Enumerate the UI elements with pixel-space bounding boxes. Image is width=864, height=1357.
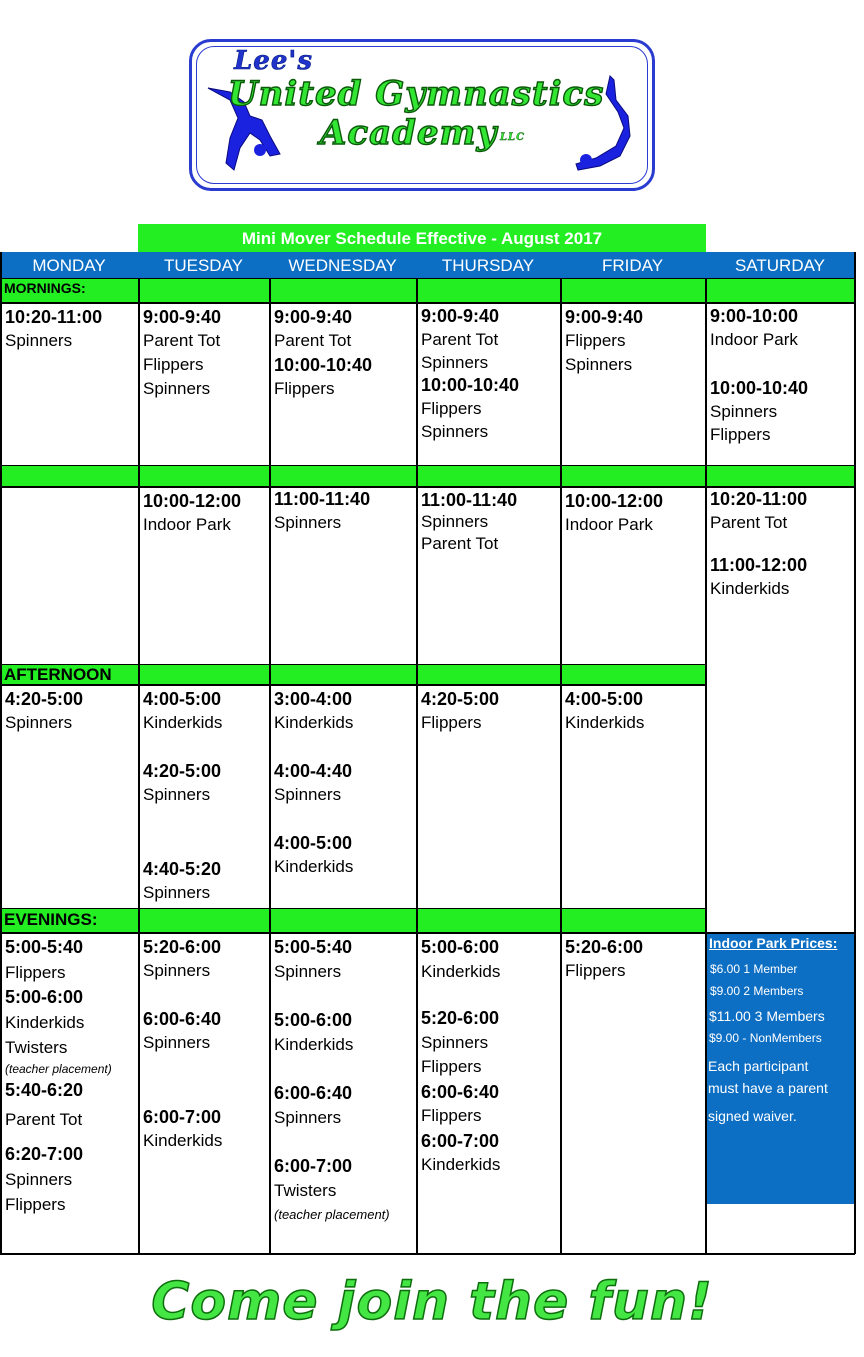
- waiver-note-1: Each participant: [708, 1058, 809, 1074]
- prices-title: Indoor Park Prices:: [709, 935, 838, 951]
- grid-line: [0, 684, 706, 686]
- class-name: Parent Tot: [710, 513, 788, 532]
- fri-late-morning-cell: [565, 489, 663, 537]
- time-slot: 9:00-9:40: [143, 307, 222, 327]
- class-name: Kinderkids: [274, 713, 354, 732]
- grid-line: [416, 278, 418, 1254]
- class-name: Twisters: [5, 1038, 68, 1057]
- price-1-member: $6.00 1 Member: [710, 962, 798, 976]
- logo-line-1: United Gymnastics: [228, 74, 605, 114]
- time-slot: 5:20-6:00: [565, 937, 644, 957]
- time-slot: 4:00-5:00: [565, 689, 644, 709]
- logo-line-2: Academy: [320, 113, 498, 153]
- time-slot: 11:00-12:00: [710, 555, 808, 575]
- class-name: Flippers: [565, 961, 626, 980]
- thu-morning-cell: [421, 305, 519, 443]
- grid-line: [705, 278, 707, 1254]
- class-name: Flippers: [274, 379, 335, 398]
- schedule-title: Mini Mover Schedule Effective - August 2017: [138, 224, 706, 252]
- fri-evening-cell: [565, 935, 643, 983]
- day-header-thursday: THURSDAY: [416, 252, 560, 278]
- evenings-label: EVENINGS:: [4, 910, 98, 929]
- waiver-note-3: signed waiver.: [708, 1108, 797, 1124]
- class-name: Flippers: [421, 1057, 482, 1076]
- placement-note: (teacher placement): [5, 1062, 112, 1076]
- time-slot: 9:00-9:40: [421, 306, 500, 326]
- class-name: Indoor Park: [565, 515, 653, 534]
- class-name: Parent Tot: [143, 331, 221, 350]
- class-name: Spinners: [143, 961, 211, 980]
- grid-line: [138, 278, 140, 1254]
- grid-line: [560, 278, 562, 1254]
- time-slot: 6:00-6:40: [421, 1081, 500, 1102]
- class-name: Spinners: [274, 1107, 342, 1127]
- class-name: Spinners: [143, 1033, 211, 1052]
- mid-morning-band: [0, 465, 855, 487]
- class-name: Spinners: [5, 713, 73, 732]
- time-slot: 4:20-5:00: [143, 761, 222, 781]
- time-slot: 11:00-11:40: [274, 489, 371, 509]
- class-name: Kinderkids: [565, 713, 645, 732]
- time-slot: 10:00-12:00: [143, 491, 242, 511]
- thu-late-morning-cell: [421, 489, 517, 555]
- grid-line: [269, 278, 271, 1254]
- wed-late-morning-cell: [274, 487, 370, 535]
- class-name: Kinderkids: [421, 961, 501, 981]
- time-slot: 10:20-11:00: [5, 307, 103, 327]
- tue-evening-cell: [143, 935, 222, 1153]
- class-name: Flippers: [421, 713, 482, 732]
- tue-late-morning-cell: [143, 489, 241, 537]
- time-slot: 5:00-6:00: [421, 937, 500, 957]
- mornings-band: [0, 278, 855, 303]
- time-slot: 4:00-4:40: [274, 761, 353, 781]
- class-name: Flippers: [565, 331, 626, 350]
- time-slot: 5:00-5:40: [274, 937, 353, 957]
- time-slot: 9:00-9:40: [565, 307, 644, 327]
- class-name: Spinners: [5, 1170, 73, 1189]
- class-name: Kinderkids: [143, 713, 223, 732]
- class-name: Indoor Park: [710, 330, 798, 349]
- logo-lees: Lee's: [234, 46, 313, 76]
- tue-afternoon-cell: [143, 687, 222, 905]
- time-slot: 10:00-10:40: [421, 375, 520, 395]
- class-name: Twisters: [274, 1180, 337, 1200]
- day-header-monday: MONDAY: [0, 252, 138, 278]
- class-name: Kinderkids: [421, 1155, 501, 1174]
- waiver-note-2: must have a parent: [708, 1080, 828, 1096]
- footer-slogan: Come join the fun!: [151, 1272, 713, 1332]
- price-3-members: $11.00 3 Members: [709, 1008, 825, 1024]
- time-slot: 5:20-6:00: [421, 1008, 500, 1028]
- class-name: Parent Tot: [421, 534, 499, 553]
- placement-note: (teacher placement): [274, 1207, 390, 1222]
- class-name: Spinners: [274, 961, 342, 981]
- time-slot: 11:00-11:40: [421, 490, 518, 510]
- class-name: Kinderkids: [5, 1013, 85, 1032]
- class-name: Spinners: [143, 785, 211, 804]
- tue-morning-cell: [143, 305, 221, 401]
- mon-afternoon-cell: [5, 687, 83, 735]
- class-name: Kinderkids: [143, 1131, 223, 1150]
- class-name: Spinners: [5, 331, 73, 350]
- class-name: Parent Tot: [5, 1110, 83, 1129]
- time-slot: 5:00-6:00: [5, 987, 84, 1007]
- wed-evening-cell: [274, 935, 390, 1228]
- sat-late-morning-cell: [710, 487, 807, 601]
- time-slot: 5:00-6:00: [274, 1010, 353, 1030]
- class-name: Spinners: [143, 379, 211, 398]
- time-slot: 6:00-7:00: [274, 1156, 353, 1176]
- class-name: Flippers: [5, 963, 66, 982]
- class-name: Flippers: [421, 399, 482, 418]
- class-name: Spinners: [421, 512, 489, 531]
- time-slot: 3:00-4:00: [274, 689, 353, 709]
- grid-line: [0, 302, 855, 304]
- thu-afternoon-cell: [421, 687, 499, 735]
- class-name: Spinners: [421, 1032, 489, 1052]
- day-header-wednesday: WEDNESDAY: [269, 252, 416, 278]
- time-slot: 4:20-5:00: [5, 689, 84, 709]
- class-name: Kinderkids: [274, 1034, 354, 1054]
- time-slot: 6:00-6:40: [143, 1009, 222, 1029]
- class-name: Spinners: [274, 785, 342, 804]
- class-name: Flippers: [143, 355, 204, 374]
- evenings-band: [0, 908, 706, 933]
- class-name: Spinners: [421, 353, 489, 372]
- class-name: Spinners: [143, 883, 211, 902]
- class-name: Parent Tot: [421, 330, 499, 349]
- wed-morning-cell: [274, 305, 372, 401]
- class-name: Flippers: [5, 1195, 66, 1214]
- time-slot: 4:20-5:00: [421, 689, 500, 709]
- price-nonmembers: $9.00 - NonMembers: [709, 1031, 822, 1045]
- class-name: Flippers: [710, 425, 771, 444]
- class-name: Spinners: [274, 513, 342, 532]
- class-name: Kinderkids: [710, 579, 790, 598]
- class-name: Flippers: [421, 1106, 482, 1125]
- time-slot: 6:00-7:00: [143, 1107, 222, 1127]
- thu-evening-cell: [421, 935, 500, 1178]
- afternoon-label: AFTERNOON: [4, 665, 112, 684]
- class-name: Spinners: [421, 422, 489, 441]
- time-slot: 4:00-5:00: [143, 689, 222, 709]
- time-slot: 10:20-11:00: [710, 489, 808, 509]
- time-slot: 5:20-6:00: [143, 937, 222, 957]
- time-slot: 4:00-5:00: [274, 833, 353, 853]
- time-slot: 4:40-5:20: [143, 859, 222, 879]
- time-slot: 6:00-6:40: [274, 1083, 353, 1103]
- class-name: Spinners: [710, 402, 778, 421]
- mon-evening-cell: [5, 935, 112, 1217]
- price-2-members: $9.00 2 Members: [710, 984, 804, 998]
- grid-line: [0, 252, 2, 1254]
- class-name: Parent Tot: [274, 331, 352, 350]
- day-header-tuesday: TUESDAY: [138, 252, 269, 278]
- class-name: Kinderkids: [274, 857, 354, 876]
- time-slot: 9:00-10:00: [710, 306, 799, 326]
- time-slot: 10:00-10:40: [710, 378, 809, 398]
- fri-morning-cell: [565, 305, 643, 377]
- time-slot: 6:00-7:00: [421, 1130, 500, 1151]
- time-slot: 9:00-9:40: [274, 307, 353, 327]
- class-name: Spinners: [565, 355, 633, 374]
- time-slot: 10:00-10:40: [274, 355, 373, 375]
- sat-morning-cell: [710, 305, 808, 446]
- wed-afternoon-cell: [274, 687, 353, 879]
- fri-afternoon-cell: [565, 687, 644, 735]
- time-slot: 5:00-5:40: [5, 937, 84, 957]
- time-slot: 10:00-12:00: [565, 491, 664, 511]
- day-header-friday: FRIDAY: [560, 252, 705, 278]
- grid-line: [0, 1253, 855, 1255]
- class-name: Indoor Park: [143, 515, 231, 534]
- grid-line: [0, 932, 855, 934]
- time-slot: 6:20-7:00: [5, 1144, 84, 1164]
- grid-line: [854, 252, 856, 1254]
- time-slot: 5:40-6:20: [5, 1080, 84, 1100]
- mon-morning-cell: [5, 305, 102, 353]
- logo-llc: LLC: [500, 132, 526, 143]
- day-header-saturday: SATURDAY: [705, 252, 855, 278]
- mornings-label: MORNINGS:: [4, 280, 86, 296]
